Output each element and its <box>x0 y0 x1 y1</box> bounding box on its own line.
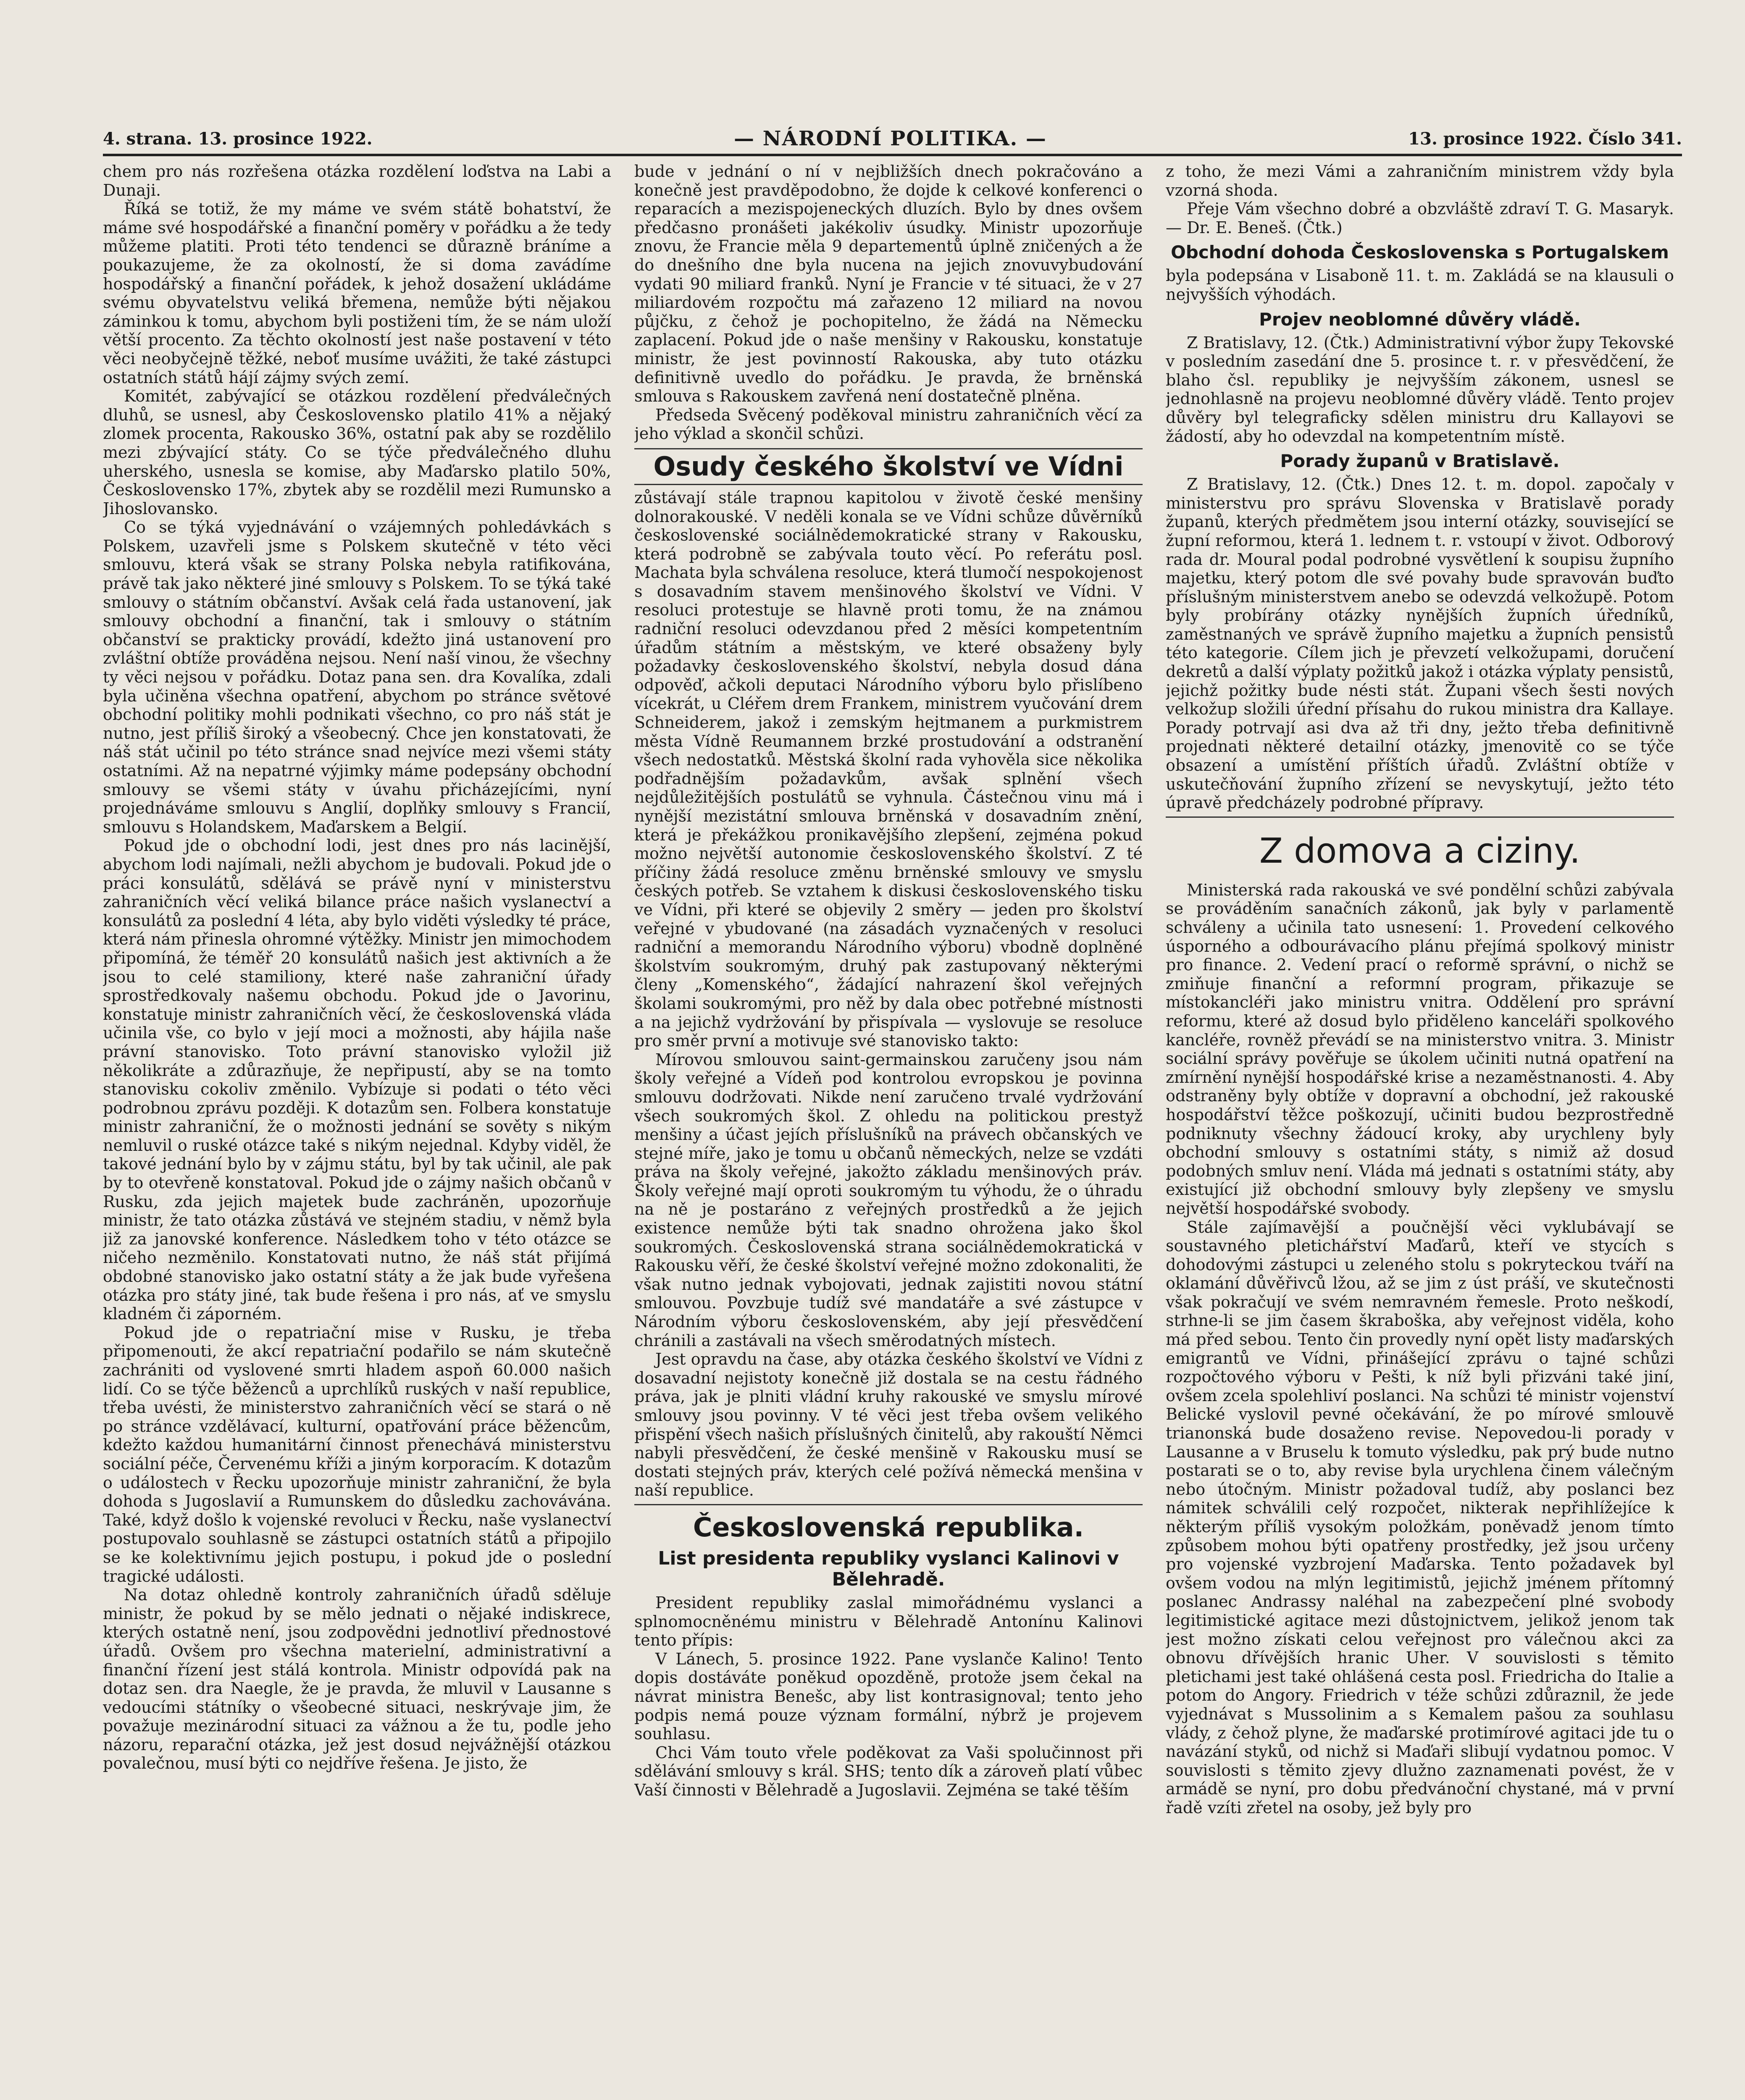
paragraph: Z Bratislavy, 12. (Čtk.) Dnes 12. t. m. dopol. započaly v ministerstvu pro správu Slovenska v Bratislavě porady županů, kterých předmětem jsou interní otázky, související se župní reformou, která 1. lednem t. r. vstoupí v život. Odborový rada dr. Moural podal podrobné vysvětlení k soupisu župního majetku, který potom dle své povahy bude spravován buďto příslušným ministerstvem anebo se odevzdá velkožupě. Potom byly probírány otázky nynějších župních úředníků, zaměstnaných ve správě župního majetku a župních pensistů této kategorie. Cílem jich je převzetí velkožupami, doručení dekretů a další výplaty požitků jakož i otázka výplaty pensistů, jejichž požitky bude nésti stát. Župani všech šesti nových velkožup složili úřední přísahu do rukou ministra dra Kallaye. Porady potrvají asi dva až tři dny, ježto třeba definitivně projednati některé detailní otázky, jmenovitě co se týče obsazení a umístění příštích úřadů. Zvláštní obtíže v uskutečňování župního zřízení se nevyskytují, ježto této úpravě předcházely podrobné přípravy. <box>1166 475 1674 812</box>
article-heading: List presidenta republiky vyslanci Kalinovi v Bělehradě. <box>658 1547 1119 1590</box>
paragraph: Jest opravdu na čase, aby otázka českého školství ve Vídni z dosavadní nejistoty konečně již dostala se na cestu řádného práva, jak je plniti vládní kruhy rakouské ve smyslu mírové smlouvy jsou povinny. V té věci jest třeba ovšem velikého přispění všech našich příslušných činitelů, aby rakouští Němci nabyli přesvědčení, že české menšině v Rakousku musí se dostati stejných práv, kterých celé požívá německá menšina v naší republice. <box>634 1350 1143 1500</box>
paragraph: Předseda Svěcený poděkoval ministru zahraničních věcí za jeho výklad a skončil schůzi. <box>634 405 1143 443</box>
article-heading: Projev neoblomné důvěry vládě. <box>1259 309 1581 330</box>
section-heading: Z domova a ciziny. <box>1259 831 1581 871</box>
column-3 <box>1166 162 1674 2100</box>
paragraph: bude v jednání o ní v nejbližších dnech pokračováno a konečně jest pravděpodobno, že dojde k celkové konferenci o reparacích a mezispojeneckých dluzích. Bylo by dnes ovšem předčasno pronášeti jakékoliv úsudky. Ministr upozorňuje znovu, že Francie měla 9 departementů úplně zničených a že do dnešního dne byla nucena na jejich znovuvybudování vydati 90 miliard franků. Nyní je Francie v té situaci, že v 27 miliardovém rozpočtu má zařazeno 12 miliard na novou půjčku, z čehož je pochopitelno, že žádá na Německu zaplacení. Pokud jde o naše menšiny v Rakousku, konstatuje ministr, že jest povinností Rakouska, aby tuto otázku definitivně uvedlo do pořádku. Je pravda, že brněnská smlouva s Rakouskem zavřená není dostatečně plněna. <box>634 162 1143 406</box>
paragraph: Z Bratislavy, 12. (Čtk.) Administrativní výbor župy Tekovské v posledním zasedání dne 5. prosince t. r. v přesvědčení, že blaho čsl. republiky je nejvyšším zákonem, usnesl se jednohlasně na projevu neoblomné důvěry vládě. Tento projev důvěry byl telegraficky sdělen ministru dru Kallayovi se žádostí, aby ho odevzdal na kompetentním místě. <box>1166 333 1674 446</box>
article-heading: Porady županů v Bratislavě. <box>1280 451 1560 472</box>
column-1 <box>103 162 611 2100</box>
article-columns <box>103 162 1682 2100</box>
paragraph: Stále zajímavější a poučnější věci vyklubávají se soustavného pletichářství Maďarů, kteří ve stycích s dohodovými zástupci u zeleného stolu s pokryteckou tváří na oklamání důvěřivců lžou, až se jim z úst práší, ve skutečnosti však pokračují ve svém nemravném řemesle. Proto neškodí, strhne-li se jim časem škraboška, aby veřejnost viděla, koho má před sebou. Tento čin provedly nyní opět listy maďarských emigrantů ve Vídni, přinášející zprávu o tajné schůzi rozpočtového výboru v Pešti, k níž byli přizváni také jiní, ovšem zcela spolehliví poslanci. Na schůzi té ministr vojenství Belické vyslovil pevné očekávání, že po mírové smlouvě trianonská bude dosaženo revise. Nepovedou-li porady v Lausanne a v Bruselu k tomuto výsledku, pak prý bude nutno postarati se o to, aby revise byla urychlena činem válečným nebo útočným. Ministr požadoval tudíž, aby poslanci bez námitek schválili celý rozpočet, nikterak nepřihlížejíce k některým příliš vysokým položkám, poněvadž jenom tímto způsobem mohou býti opatřeny prostředky, jež jsou určeny pro vojenské vyzbrojení Maďarska. Tento požadavek byl ovšem vodou na mlýn legitimistů, jejichž jménem přítomný poslanec Andrassy naléhal na zabezpečení plné svobody legitimistické agitace mezi důstojnictvem, jelikož jenom tak jest možno získati celou veřejnost pro válečnou akci za obnovu dřívějších hranic Uher. V souvislosti s těmito pletichami jest také ohlášená cesta posl. Friedricha do Italie a potom do Angory. Friedrich v téže schůzi zdůraznil, že jede vyjednávat s Mussolinim a s Kemalem pašou za souhlasu vlády, z čehož plyne, že maďarské protimírové agitaci jde tu o navázání styků, od nichž si Maďaři slibují vydatnou pomoc. V souvislosti s těmito zjevy dlužno zaznamenati povést, že v armádě se nyní, pro dobu předvánoční chystané, má v první řadě vzíti zřetel na osoby, jež byly pro <box>1166 1218 1674 1817</box>
paragraph: Komitét, zabývající se otázkou rozdělení předválečných dluhů, se usnesl, aby Československo platilo 41% a nějaký zlomek procenta, Rakousko 36%, ostatní pak aby se rozdělilo mezi zbývající státy. Co se týče předválečného dluhu uherského, usnesla se komise, aby Maďarsko platilo 50%, Československo 17%, zbytek aby se rozdělil mezi Rumunsko a Jihoslovansko. <box>103 387 611 518</box>
paragraph: Na dotaz ohledně kontroly zahraničních úřadů sděluje ministr, že pokud by se mělo jednati o nějaké indiskrece, kterých ostatně není, jsou zodpovědni jednotliví přednostové úřadů. Ovšem pro všechna materielní, administrativní a finanční řízení jest stálá kontrola. Ministr odpovídá pak na dotaz sen. dra Naegle, že je pravda, že mluvil v Lausanne s vedoucími státníky o všeobecné situaci, neskrývaje jim, že považuje mezinárodní situaci za vážnou a že tu, podle jeho názoru, reparační otázka, jež jest dosud nejvážnější otázkou povalečnou, musí býti co nejdříve řešena. Je jisto, že <box>103 1586 611 1773</box>
article-heading: Obchodní dohoda Československa s Portugalskem <box>1171 242 1669 263</box>
header-issue-info: 13. prosince 1922. Číslo 341. <box>1408 129 1682 149</box>
divider <box>1166 816 1674 818</box>
page-header <box>103 126 1682 156</box>
divider <box>634 1504 1143 1505</box>
paragraph: President republiky zaslal mimořádnému vyslanci a splnomocněnému ministru v Bělehradě Antonínu Kalinovi tento přípis: <box>634 1593 1143 1650</box>
masthead-title: — NÁRODNÍ POLITIKA. — <box>733 127 1047 150</box>
paragraph: Ministerská rada rakouská ve své pondělní schůzi zabývala se prováděním sanačních zákonů, jak byly v parlamentě schváleny a učinila tato usnesení: 1. Provedení celkového úsporného a odbourávacího plánu přejímá spolkový ministr pro finance. 2. Vedení prací o reformě správní, o nichž se zmiňuje finanční a reformní program, přikazuje se místokancléři jako ministru vnitra. Oddělení pro správní reformu, které až dosud bylo přiděleno kanceláři spolkového kancléře, rovněž převádí se na ministerstvo vnitra. 3. Ministr sociální správy pověřuje se úkolem učiniti nutná opatření na zmírnění nynější hospodářské krise a nezaměstnanosti. 4. Aby odstraněny byly obtíže v dopravní a obchodní, jež rakouské hospodářství těžce poškozují, učiniti budou bezprostředně podniknuty všechny žádoucí kroky, aby urychleny byly obchodní smlouvy s ostatními státy, s nimiž až dosud podobných smluv není. Vláda má jednati s ostatními státy, aby existující již obchodní smlouvy byly zlepšeny ve smyslu největší hospodářské svobody. <box>1166 880 1674 1218</box>
paragraph: Pokud jde o repatriační mise v Rusku, je třeba připomenouti, že akcí repatriační podařilo se nám skutečně zachrániti od vyslovené smrti hladem aspoň 60.000 našich lidí. Co se týče běženců a uprchlíků ruských v naší republice, třeba uvésti, že ministerstvo zahraničních věcí se stará o ně po stránce vzdělávací, kulturní, opatřování práce běžencům, kdežto každou humanitární činnost přenechává ministerstvu sociální péče, Červenému kříži a jiným korporacím. K dotazům o událostech v Řecku upozorňuje ministr zahraniční, že byla dohoda s Jugoslavií a Rumunskem do důsledku zachovávána. Také, když došlo k vojenské revoluci v Řecku, naše vyslanectví postupovalo souhlasně se zástupci ostatních států a připojilo se ke kolektivnímu jejich postupu, i pokud jde o poslední tragické události. <box>103 1323 611 1586</box>
paragraph: Co se týká vyjednávání o vzájemných pohledávkách s Polskem, uzavřeli jsme s Polskem skutečně v této věci smlouvu, která však se strany Polska nebyla ratifikována, právě tak jako některé jiné smlouvy s Polskem. To se týká také smlouvy o státním občanství. Avšak celá řada ustanovení, jak smlouvy obchodní a finanční, tak i smlouvy o státním občanství se prakticky provádí, kdežto jiná ustanovení pro zvláštní obtíže prováděna nejsou. Není naší vinou, že všechny ty věci nejsou v pořádku. Dotaz pana sen. dra Kovalíka, zdali byla učiněna všechna opatření, abychom po stránce světové obchodní politiky mohli podnikati všechno, co pro náš stát je nutno, jest příliš široký a všeobecný. Chce jen konstatovati, že náš stát učinil po této stránce snad nejvíce mezi všemi státy ostatními. Až na nepatrné výjimky máme podepsány obchodní smlouvy se všemi státy v úvahu přicházejícími, nyní projednáváme smlouvu s Anglií, doplňky smlouvy s Francií, smlouvu s Holandskem, Maďarskem a Belgií. <box>103 518 611 836</box>
paragraph: byla podepsána v Lisaboně 11. t. m. Zakládá se na klausuli o nejvyšších výhodách. <box>1166 266 1674 304</box>
header-page-info: 4. strana. 13. prosince 1922. <box>103 129 373 149</box>
paragraph: V Lánech, 5. prosince 1922. Pane vyslanče Kalino! Tento dopis dostáváte poněkud opozděně, protože jsem čekal na návrat ministra Benešc, aby list kontrasignoval; tento jeho podpis nemá pouze význam formální, nýbrž je projevem souhlasu. <box>634 1649 1143 1743</box>
section-heading: Československá republika. <box>693 1512 1084 1543</box>
paragraph: chem pro nás rozřešena otázka rozdělení loďstva na Labi a Dunaji. <box>103 162 611 200</box>
column-2 <box>634 162 1143 2100</box>
paragraph: Přeje Vám všechno dobré a obzvláště zdraví T. G. Masaryk. — Dr. E. Beneš. (Čtk.) <box>1166 200 1674 237</box>
paragraph: Pokud jde o obchodní lodi, jest dnes pro nás lacinější, abychom lodi najímali, nežli abychom je budovali. Pokud jde o práci konsulátů, sdělává se právě nyní v ministerstvu zahraničních věcí veliká bilance práce našich vyslanectví a konsulátů za poslední 4 léta, aby bylo viděti výsledky té práce, která nám přinesla ohromné výtěžky. Ministr jen mimochodem připomíná, že téměř 20 konsulátů našich jest aktivních a že jsou to celé stamiliony, které naše zahraniční úřady sprostředkovaly našemu obchodu. Pokud jde o Javorinu, konstatuje ministr zahraničních věcí, že československá vláda učinila vše, co bylo v její moci a možnosti, aby hájila naše právní stanovisko. Toto právní stanovisko vyložil již několikráte a zdůrazňuje, že nepřipustí, aby se na tomto stanovisku cokoliv změnilo. Vybízuje si podati o této věci podrobnou zprávu později. K dotazům sen. Folbera konstatuje ministr zahraniční, že o možnosti jednání se sověty s nikým nemluvil o ruské otázce také s nikým nejednal. Kdyby viděl, že takové jednání bylo by v zájmu státu, byl by tak učinil, ale pak by to otevřeně konstatoval. Pokud jde o zájmy našich občanů v Rusku, zda jejich majetek bude zachráněn, upozorňuje ministr, že tato otázka zůstává ve stejném stadiu, v němž byla již za janovské konference. Následkem toho v této otázce se ničeho nezměnilo. Konstatovati nutno, že náš stát přijímá obdobné stanovisko jako ostatní státy a že jak bude vyřešena otázka pro státy jiné, tak bude řešena i pro nás, ať ve smyslu kladném či záporném. <box>103 836 611 1323</box>
paragraph: zůstávají stále trapnou kapitolou v životě české menšiny dolnorakouské. V neděli konala se ve Vídni schůze důvěrníků československé sociálnědemokratické strany v Rakousku, která podrobně se zabývala touto věcí. Po referátu posl. Machata byla schválena resoluce, která tlumočí nespokojenost s dosavadním stavem menšinového školství ve Vídni. V resoluci protestuje se hlavně proti tomu, že na známou radniční resoluci odevzdanou před 2 měsíci kompetentním úřadům státním a městským, ve které obsaženy byly požadavky československého školství, nebyla dosud dána odpověď, ačkoli deputaci Národního výboru bylo přislíbeno vícekrát, u Cléřem drem Frankem, ministrem vyučování drem Schneiderem, jakož i zemským hejtmanem a purkmistrem města Vídně Reumannem brzké prostudování a odstranění všech nedostatků. Městská školní rada vyhověla sice několika podřadnějším požadavkům, avšak splnění všech nejdůležitějších postulátů se vyhnula. Částečnou vinu má i nynější mezistátní smlouva brněnská v dosavadním znění, která je překážkou pronikavějšího zlepšení, zejména pokud možno největší autonomie československého školství. Z té příčiny žádá resoluce změnu brněnské smlouvy ve smyslu českých potřeb. Se vztahem k diskusi československého tisku ve Vídni, při které se objevily 2 směry — jeden pro školství veřejné v ybudované (na zásadách vyznačených v resoluci radniční a memorandu Národního výboru) vbodně doplněné školstvím soukromým, druhý pak zastupovaný některými členy „Komenského“, žádající nahrazení škol veřejných školami soukromými, pro něž by dala obec potřebné místnosti a na jejichž vydržování by přispívala — vyslovuje se resoluce pro směr první a motivuje své stanovisko takto: <box>634 488 1143 1050</box>
paragraph: z toho, že mezi Vámi a zahraničním ministrem vždy byla vzorná shoda. <box>1166 162 1674 200</box>
paragraph: Říká se totiž, že my máme ve svém státě bohatství, že máme své hospodářské a finanční poměry v pořádku a že tedy můžeme platiti. Proti této tendenci se důrazně bráníme a poukazujeme, že za okolností, že si doma zavádíme hospodářský a finanční pořádek, k jehož dosažení ukládáme svému obyvatelstvu veliká břemena, nemůže býti nějakou záminkou k tomu, abychom byli postiženi tím, že se nám uloží větší procento. Za těchto okolností jest naše postavení v této věci neobyčejně těžké, neboť musíme uvážiti, že také zástupci ostatních států hájí zájmy svých zemí. <box>103 200 611 387</box>
article-heading: Osudy českého školství ve Vídni <box>634 448 1143 485</box>
paragraph: Chci Vám touto vřele poděkovat za Vaši spolučinnost při sdělávání smlouvy s král. SHS; tento dík a zároveň platí vůbec Vaší činnosti v Bělehradě a Jugoslavii. Zejména se také těším <box>634 1743 1143 1799</box>
paragraph: Mírovou smlouvou saint-germainskou zaručeny jsou nám školy veřejné a Vídeň pod kontrolou evropskou je povinna smlouvu dodržovati. Nikde není zaručeno trvalé vydržování všech soukromých škol. Z ohledu na politickou prestyž menšiny a účast jejích příslušníků na právech občanských ve stejné míře, jako je tomu u občanů německých, nelze se vzdáti práva na školy veřejné, jakožto základu menšinových práv. Školy veřejné mají oproti soukromým tu výhodu, že o úhradu na ně je postaráno z veřejných prostředků a že jejich existence nemůže býti tak snadno ohrožena jako škol soukromých. Československá strana sociálnědemokratická v Rakousku věří, že české školství veřejné možno zdokonaliti, že však nutno jednak vybojovati, jednak zajistiti novou státní smlouvou. Povzbuje tudíž své mandatáře a své zástupce v Národním výboru československém, aby její přesvědčení chránili a zastávali na všech směrodatných místech. <box>634 1050 1143 1350</box>
